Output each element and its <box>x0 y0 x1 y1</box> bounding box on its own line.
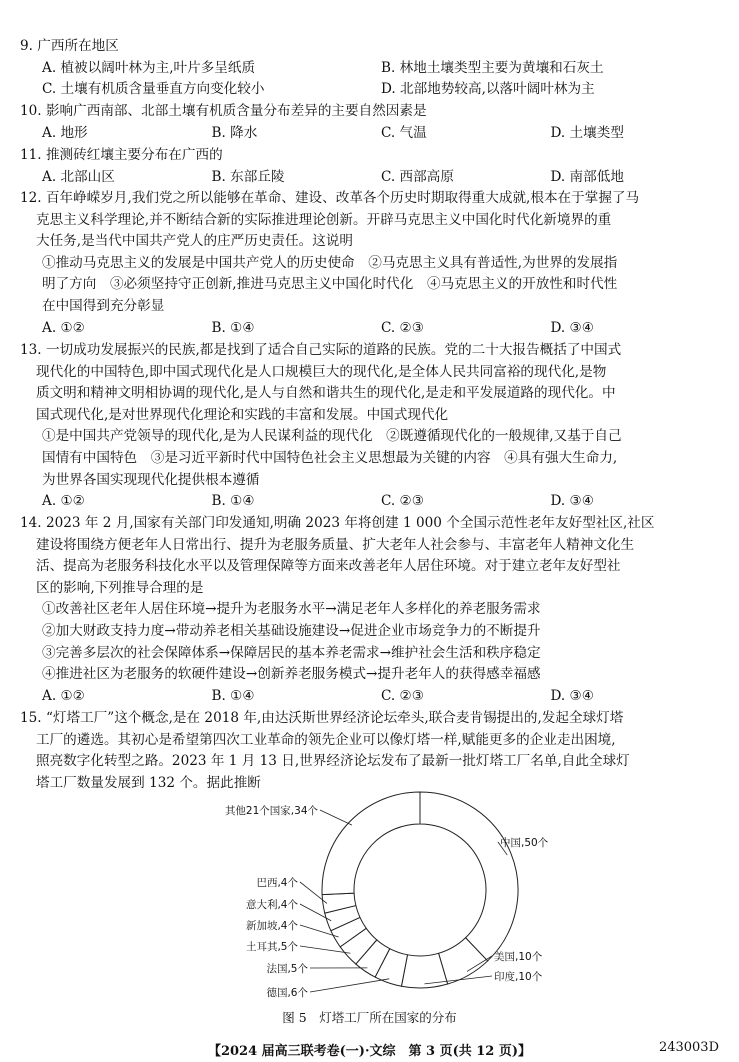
question-14 <box>20 513 720 707</box>
slice-label-singapore: 新加坡,4个 <box>245 920 298 932</box>
slice-label-france: 法国,5个 <box>266 963 308 975</box>
question-10 <box>20 101 720 144</box>
question-stem-line: 现代化的中国特色,即中国式现代化是人口规模巨大的现代化,是全体人民共同富裕的现代化,是物 <box>36 363 607 380</box>
statement-item: ①推动马克思主义的发展是中国共产党人的历史使命 ②马克思主义具有普适性,为世界的发展指 <box>42 254 618 271</box>
option-d[interactable]: D. ③④ <box>550 319 594 336</box>
question-stem-line: 区的影响,下列推导合理的是 <box>36 579 204 596</box>
options <box>20 58 720 101</box>
option-c[interactable]: C. 气温 <box>381 124 427 141</box>
statement-item: ③完善多层次的社会保障体系→保障居民的基本养老需求→维护社会生活和秩序稳定 <box>42 644 541 661</box>
option-c[interactable]: C. 土壤有机质含量垂直方向变化较小 <box>42 81 265 98</box>
option-a[interactable]: A. ①② <box>42 687 85 704</box>
slice-label-turkey: 土耳其,5个 <box>245 941 298 953</box>
options <box>20 167 720 189</box>
option-d[interactable]: D. 北部地势较高,以落叶阔叶林为主 <box>381 81 595 98</box>
question-stem-line: 14. 2023 年 2 月,国家有关部门印发通知,明确 2023 年将创建 1 000 个全国示范性老年友好型社区,社区 <box>20 515 655 531</box>
statement-item: 国情有中国特色 ③是习近平新时代中国特色社会主义思想最为关键的内容 ④具有强大生命力, <box>42 449 618 466</box>
question-15 <box>20 708 720 794</box>
slice-label-italy: 意大利,4个 <box>245 899 298 911</box>
statement-item: ①是中国共产党领导的现代化,是为人民谋利益的现代化 ②既遵循现代化的一般规律,又基于自己 <box>42 428 622 445</box>
slice-label-germany: 德国,6个 <box>266 987 308 999</box>
options <box>20 686 720 708</box>
option-b[interactable]: B. 林地土壤类型主要为黄壤和石灰土 <box>381 59 604 76</box>
question-stem-line: 活、提高为老服务科技化水平以及管理保障等方面来改善老年人居住环境。对于建立老年友好型社 <box>36 558 621 575</box>
question-stem: 11. 推测砖红壤主要分布在广西的 <box>20 147 223 163</box>
option-b[interactable]: B. ①④ <box>211 319 255 336</box>
donut-chart-figure <box>200 790 580 1010</box>
question-stem-line: 工厂的遴选。其初心是希望第四次工业革命的领先企业可以像灯塔一样,赋能更多的企业走出困境, <box>36 731 616 748</box>
option-a[interactable]: A. 地形 <box>42 124 88 141</box>
option-a[interactable]: A. ①② <box>42 493 85 510</box>
statement-item: ④推进社区为老服务的软硬件建设→创新养老服务模式→提升老年人的获得感幸福感 <box>42 666 541 683</box>
option-b[interactable]: B. ①④ <box>211 493 255 510</box>
question-stem-line: 15. “灯塔工厂”这个概念,是在 2018 年,由达沃斯世界经济论坛牵头,联合麦肯锡提出的,发起全球灯塔 <box>20 710 624 726</box>
question-stem: 9. 广西所在地区 <box>20 38 119 54</box>
question-stem-line: 照亮数字化转型之路。2023 年 1 月 13 日,世界经济论坛发布了最新一批灯塔工厂名单,自此全球灯 <box>36 753 630 770</box>
option-b[interactable]: B. 降水 <box>211 124 258 141</box>
option-b[interactable]: B. ①④ <box>211 687 255 704</box>
question-13 <box>20 340 720 513</box>
footer-page-info: 【2024 届高三联考卷(一)·文综 第 3 页(共 12 页)】 <box>207 1044 532 1059</box>
donut-chart <box>200 790 580 1010</box>
leader-line-others <box>320 810 352 825</box>
donut-slice-others <box>322 792 420 895</box>
option-a[interactable]: A. 北部山区 <box>42 168 115 185</box>
leader-line-germany <box>310 979 389 992</box>
question-12 <box>20 188 720 339</box>
slice-label-others: 其他21个国家,34个 <box>224 805 318 817</box>
statement-item: ①改善社区老年人居住环境→提升为老服务水平→满足老年人多样化的养老服务需求 <box>42 601 541 618</box>
donut-slice-china <box>420 792 518 961</box>
options <box>20 318 720 340</box>
question-11 <box>20 145 720 188</box>
option-d[interactable]: D. 土壤类型 <box>550 124 624 141</box>
option-c[interactable]: C. ②③ <box>381 687 424 704</box>
footer-code: 243003D <box>658 1040 719 1055</box>
option-b[interactable]: B. 东部丘陵 <box>211 168 285 185</box>
option-d[interactable]: D. 南部低地 <box>550 168 624 185</box>
slice-label-usa: 美国,10个 <box>494 951 543 963</box>
question-9 <box>20 36 720 101</box>
question-stem-line: 建设将围绕方便老年人日常出行、提升为老服务质量、扩大老年人社会参与、丰富老年人精神文化生 <box>36 536 635 553</box>
option-a[interactable]: A. ①② <box>42 319 85 336</box>
question-stem-line: 12. 百年峥嵘岁月,我们党之所以能够在革命、建设、改革各个历史时期取得重大成就,根本在于掌握了马 <box>20 190 640 206</box>
statement-item: ②加大财政支持力度→带动养老相关基础设施建设→促进企业市场竞争力的不断提升 <box>42 622 541 639</box>
statement-item: 明了方向 ③必须坚持守正创新,推进马克思主义中国化时代化 ④马克思主义的开放性和时代性 <box>42 276 618 293</box>
slice-label-brazil: 巴西,4个 <box>256 877 298 889</box>
option-c[interactable]: C. ②③ <box>381 493 424 510</box>
option-d[interactable]: D. ③④ <box>550 687 594 704</box>
question-stem-line: 质文明和精神文明相协调的现代化,是人与自然和谐共生的现代化,是走和平发展道路的现代化。中 <box>36 385 616 402</box>
slice-label-china: 中国,50个 <box>500 837 549 849</box>
question-stem-line: 13. 一切成功发展振兴的民族,都是找到了适合自己实际的道路的民族。党的二十大报告概括了中国式 <box>20 342 622 358</box>
slice-label-india: 印度,10个 <box>494 971 543 983</box>
question-stem-line: 国式现代化,是对世界现代化理论和实践的丰富和发展。中国式现代化 <box>36 406 449 423</box>
option-c[interactable]: C. ②③ <box>381 319 424 336</box>
option-d[interactable]: D. ③④ <box>550 493 594 510</box>
options <box>20 491 720 513</box>
statement-item: 在中国得到充分彰显 <box>42 297 165 314</box>
question-stem-line: 塔工厂数量发展到 132 个。据此推断 <box>36 774 261 791</box>
question-stem: 10. 影响广西南部、北部土壤有机质含量分布差异的主要自然因素是 <box>20 103 427 119</box>
question-stem-line: 克思主义科学理论,并不断结合新的实际推进理论创新。开辟马克思主义中国化时代化新境界的重 <box>36 211 612 228</box>
question-stem-line: 大任务,是当代中国共产党人的庄严历史责任。这说明 <box>36 233 353 250</box>
options <box>20 123 720 145</box>
statement-item: 为世界各国实现现代化提供根本遵循 <box>42 471 260 488</box>
option-a[interactable]: A. 植被以阔叶林为主,叶片多呈纸质 <box>42 59 256 76</box>
option-c[interactable]: C. 西部高原 <box>381 168 454 185</box>
figure-caption: 图 5 灯塔工厂所在国家的分布 <box>282 1010 457 1025</box>
